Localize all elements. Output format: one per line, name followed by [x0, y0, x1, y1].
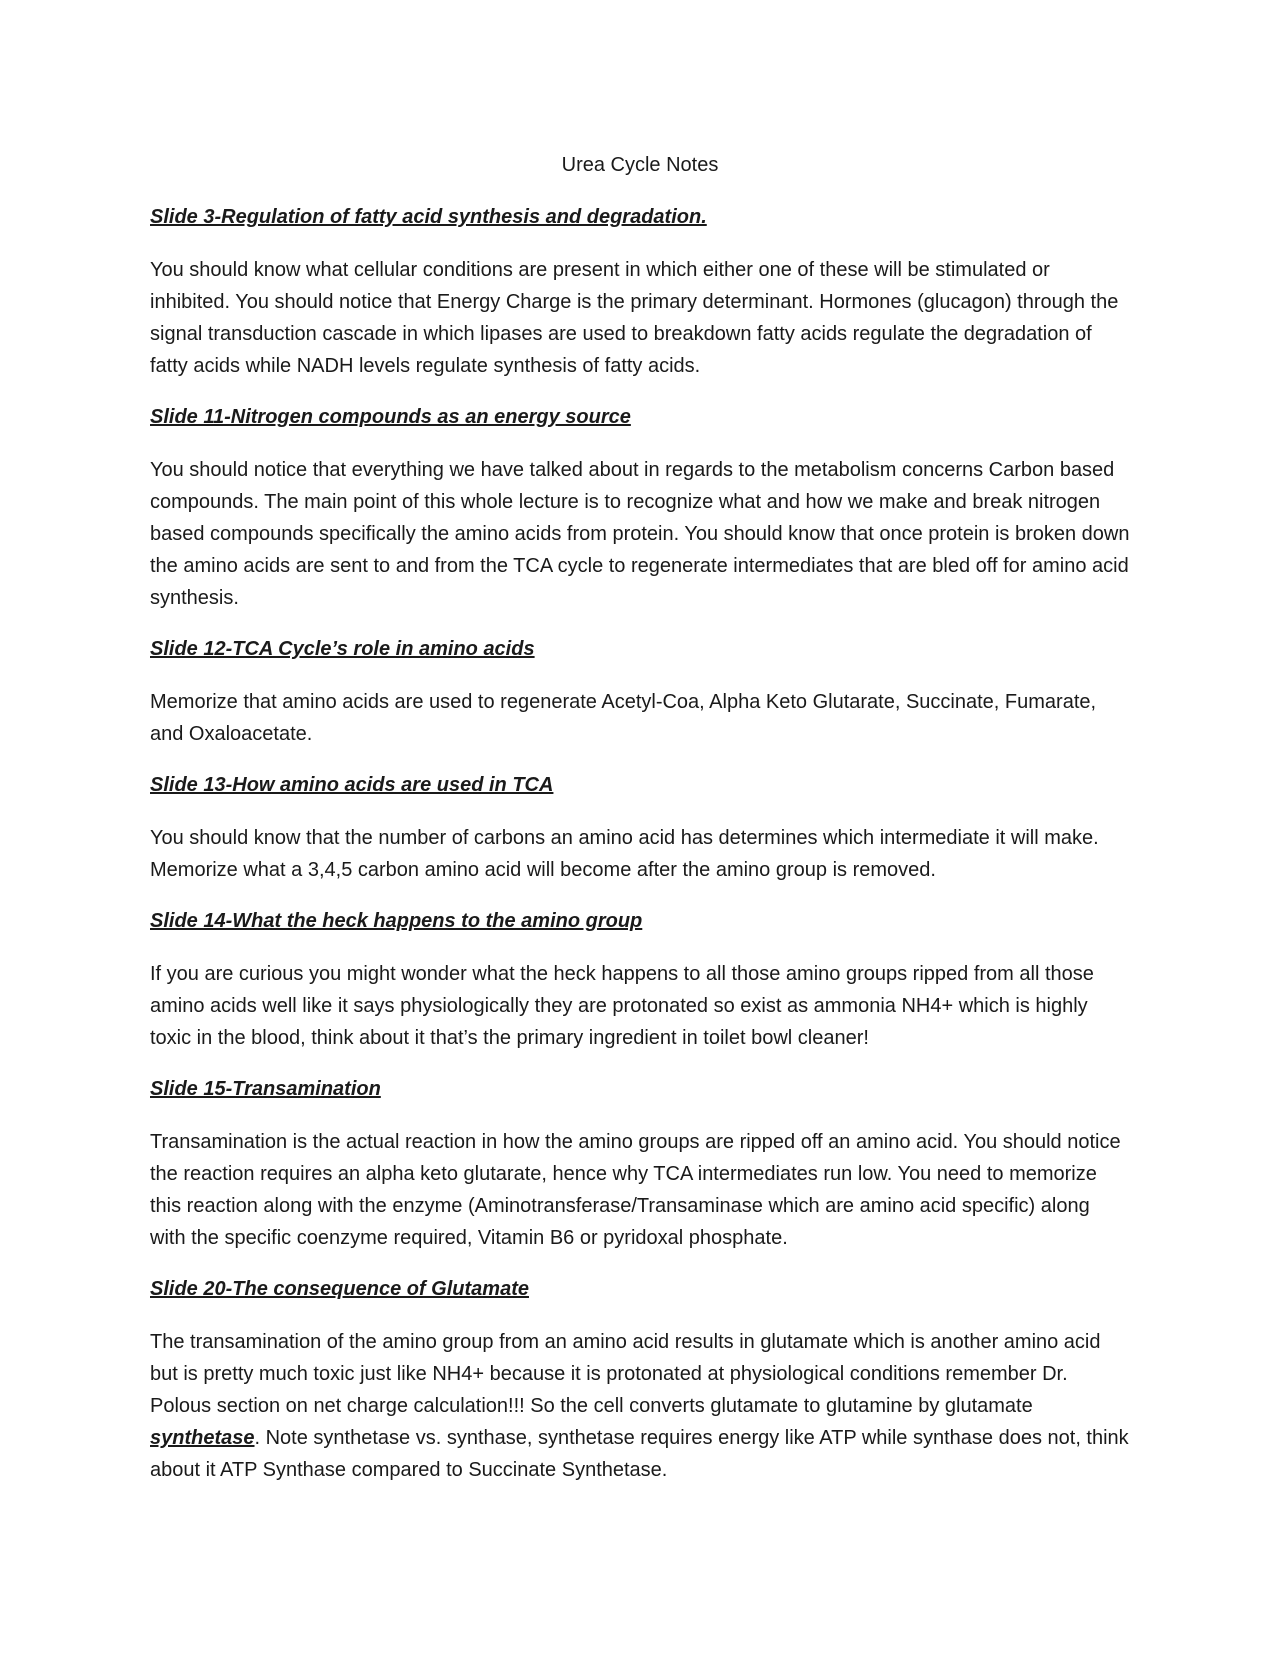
section-body-slide-11: You should notice that everything we have talked about in regards to the metabolism concerns Carbon based compounds. The main point of this whole lecture is to recognize what and how we make and break nitrogen based compounds specifically the amino acids from protein. You should know that once protein is broken down the amino acids are sent to and from the TCA cycle to regenerate intermediates that are bled off for amino acid synthesis. [150, 459, 1130, 609]
section-body-slide-12: Memorize that amino acids are used to regenerate Acetyl-Coa, Alpha Keto Glutarate, Succinate, Fumarate, and Oxaloacetate. [150, 691, 1097, 745]
document-page [150, 150, 1130, 1506]
section-heading-slide-20: Slide 20-The consequence of Glutamate [150, 1278, 529, 1300]
section-heading-slide-11: Slide 11-Nitrogen compounds as an energy source [150, 406, 631, 428]
section-body-slide-20 [150, 1326, 1130, 1486]
section-heading-slide-15: Slide 15-Transamination [150, 1078, 381, 1100]
section-heading-slide-14: Slide 14-What the heck happens to the amino group [150, 910, 643, 932]
document-title: Urea Cycle Notes [561, 154, 719, 176]
section-body-slide-3: You should know what cellular conditions are present in which either one of these will be stimulated or inhibited. You should notice that Energy Charge is the primary determinant. Hormones (glucagon) through the signal transduction cascade in which lipases are used to breakdown fatty acids regulate the degradation of fatty acids while NADH levels regulate synthesis of fatty acids. [150, 259, 1119, 377]
section-body-slide-20-after: . Note synthetase vs. synthase, synthetase requires energy like ATP while synthase does not, think about it ATP Synthase compared to Succinate Synthetase. [150, 1427, 1129, 1481]
synthetase-emphasis: synthetase [150, 1427, 255, 1449]
section-body-slide-14: If you are curious you might wonder what the heck happens to all those amino groups ripped from all those amino acids well like it says physiologically they are protonated so exist as ammonia NH4+ which is highly toxic in the blood, think about it that’s the primary ingredient in toilet bowl cleaner! [150, 963, 1094, 1049]
section-heading-slide-12: Slide 12-TCA Cycle’s role in amino acids [150, 638, 535, 660]
section-heading-slide-13: Slide 13-How amino acids are used in TCA [150, 774, 554, 796]
section-body-slide-15: Transamination is the actual reaction in how the amino groups are ripped off an amino acid. You should notice the reaction requires an alpha keto glutarate, hence why TCA intermediates run low. You need to memorize this reaction along with the enzyme (Aminotransferase/Transaminase which are amino acid specific) along with the specific coenzyme required, Vitamin B6 or pyridoxal phosphate. [150, 1131, 1121, 1249]
section-body-slide-20-before: The transamination of the amino group from an amino acid results in glutamate which is another amino acid but is pretty much toxic just like NH4+ because it is protonated at physiological conditions remember Dr. Polous section on net charge calculation!!! So the cell converts glutamate to glutamine by glutamate [150, 1331, 1101, 1417]
section-heading-slide-3: Slide 3-Regulation of fatty acid synthesis and degradation. [150, 206, 707, 228]
section-body-slide-13: You should know that the number of carbons an amino acid has determines which intermediate it will make. Memorize what a 3,4,5 carbon amino acid will become after the amino group is removed. [150, 827, 1099, 881]
